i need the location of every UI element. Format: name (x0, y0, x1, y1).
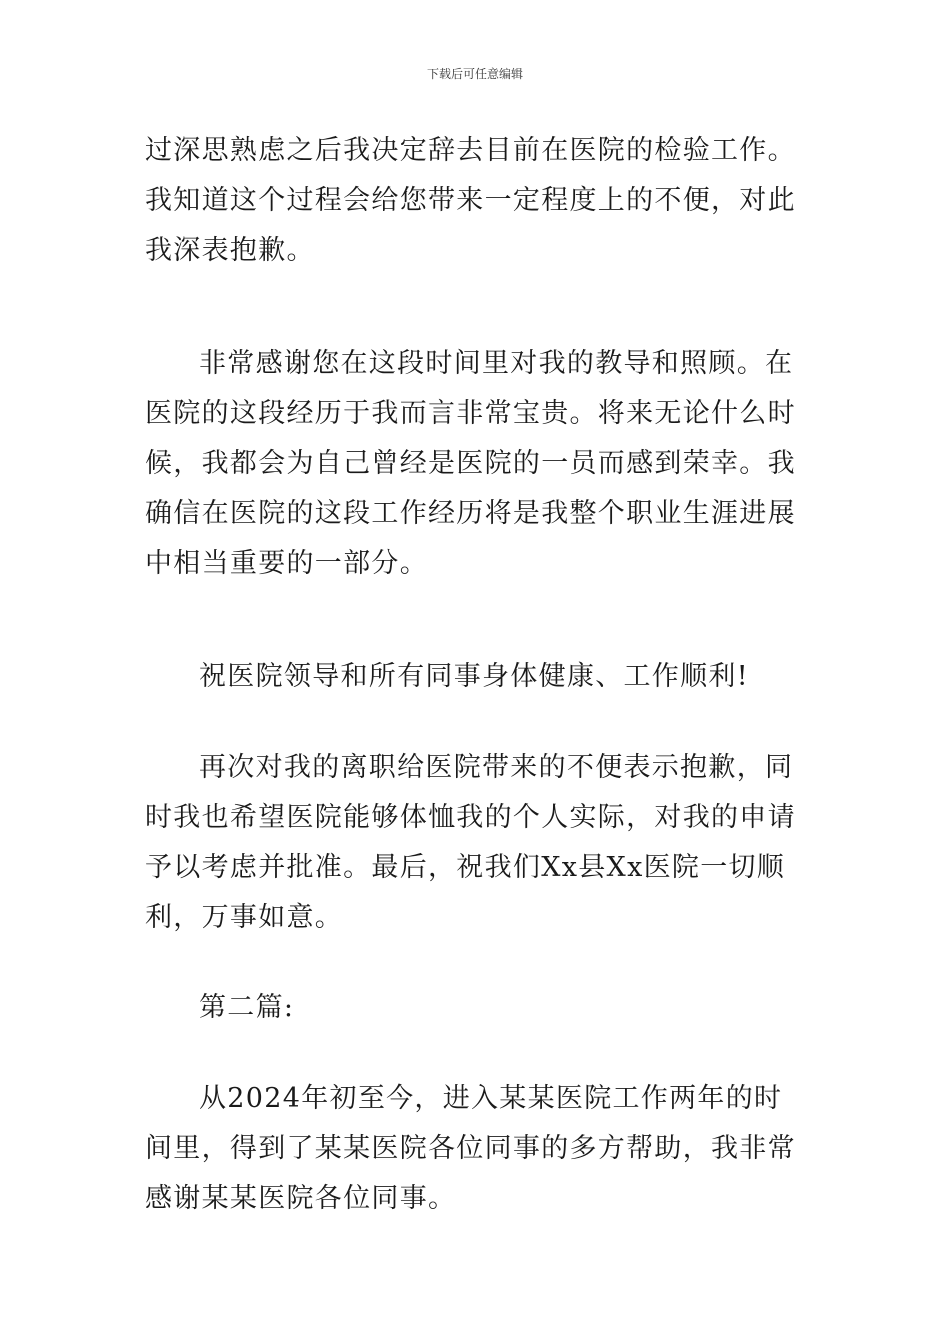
paragraph-apology: 再次对我的离职给医院带来的不便表示抱歉，同时我也希望医院能够体恤我的个人实际，对我的申请予以考虑并批准。最后，祝我们Xx县Xx医院一切顺利，万事如意。 (145, 752, 796, 933)
document-body (145, 126, 810, 1224)
paragraph-resignation-intro: 过深思熟虑之后我决定辞去目前在医院的检验工作。我知道这个过程会给您带来一定程度上的不便，对此我深表抱歉。 (145, 135, 796, 266)
paragraph-part-two-intro: 从2024年初至今，进入某某医院工作两年的时间里，得到了某某医院各位同事的多方帮助，我非常感谢某某医院各位同事。 (145, 1083, 796, 1214)
section-heading-part-two: 第二篇: (199, 992, 295, 1023)
paragraph-gratitude: 非常感谢您在这段时间里对我的教导和照顾。在医院的这段经历于我而言非常宝贵。将来无论什么时候，我都会为自己曾经是医院的一员而感到荣幸。我确信在医院的这段工作经历将是我整个职业生涯进展中相当重要的一部分。 (145, 348, 796, 579)
page-header-note: 下载后可任意编辑 (426, 67, 523, 81)
paragraph-wishes: 祝医院领导和所有同事身体健康、工作顺利! (199, 661, 749, 692)
